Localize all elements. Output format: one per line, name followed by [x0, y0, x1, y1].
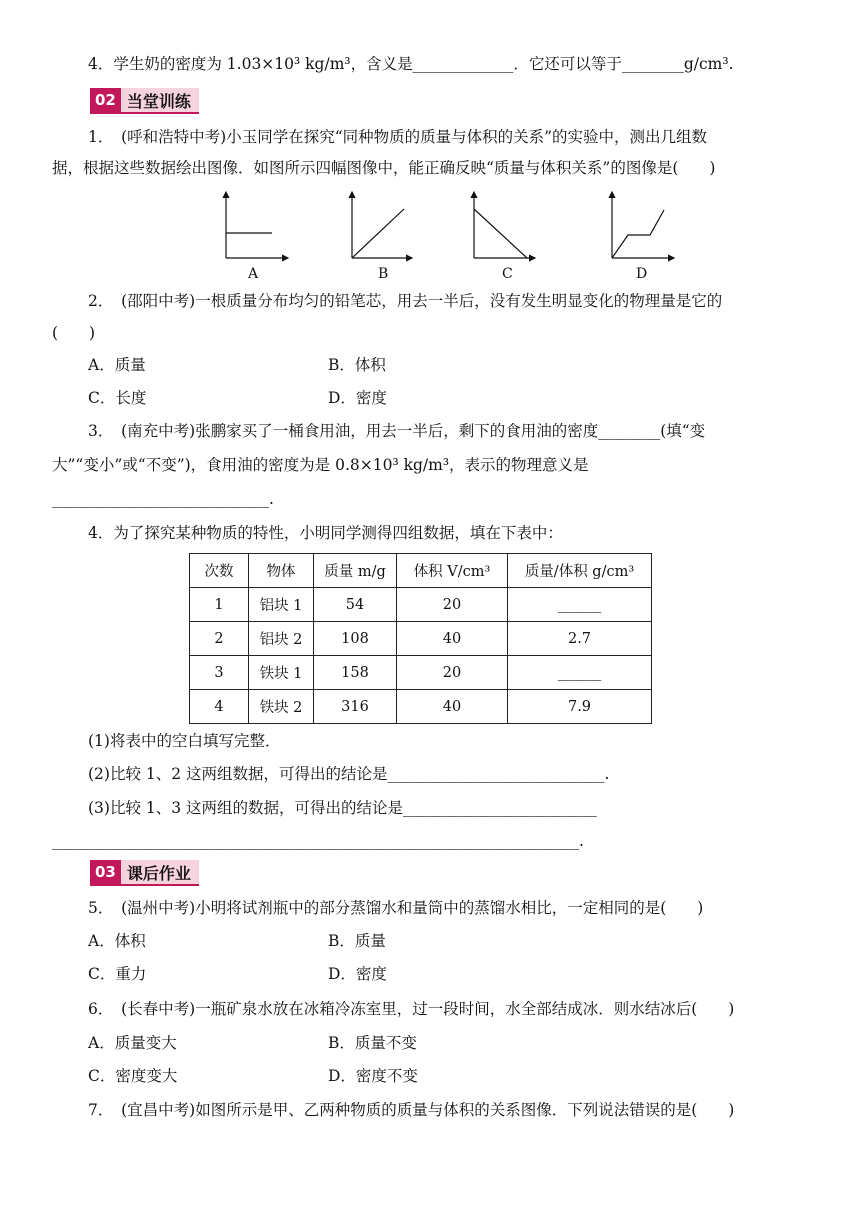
table-cell: 40	[397, 690, 508, 724]
question-6-line1: 6． (长春中考)一瓶矿泉水放在冰箱冷冻室里，过一段时间，水全部结成冰．则水结冰后( )	[88, 1000, 735, 1018]
table-row	[190, 656, 652, 690]
q5-option-b: B．质量	[328, 932, 386, 950]
table-cell: 2	[190, 622, 249, 656]
section-number: 03	[90, 860, 121, 884]
q6-option-a: A．质量变大	[88, 1034, 177, 1052]
table-cell: 铝块 1	[249, 588, 314, 622]
graph-label-a: A	[248, 266, 259, 282]
table-cell: 铁块 1	[249, 656, 314, 690]
table-row	[190, 622, 652, 656]
table-cell: ______	[508, 656, 652, 690]
table-cell: 3	[190, 656, 249, 690]
graph-c	[474, 192, 535, 258]
table-cell: 4	[190, 690, 249, 724]
section-title: 当堂训练	[126, 91, 191, 111]
table-header: 质量/体积 g/cm³	[508, 554, 652, 588]
table-cell: 铁块 2	[249, 690, 314, 724]
table-header: 次数	[190, 554, 249, 588]
section-title: 课后作业	[126, 863, 191, 883]
graph-options	[200, 186, 700, 286]
question-2-line1: 2． (邵阳中考)一根质量分布均匀的铅笔芯，用去一半后，没有发生明显变化的物理量是它的	[88, 292, 723, 310]
question-1-line1: 1． (呼和浩特中考)小玉同学在探究“同种物质的质量与体积的关系”的实验中，测出几组数	[88, 128, 708, 146]
table-header: 体积 V/cm³	[397, 554, 508, 588]
table-cell: 40	[397, 622, 508, 656]
graph-label-c: C	[502, 266, 513, 282]
graph-label-d: D	[636, 266, 648, 282]
table-header: 物体	[249, 554, 314, 588]
table-cell: 54	[314, 588, 397, 622]
q2-option-b: B．体积	[328, 356, 386, 374]
table-cell: 7.9	[508, 690, 652, 724]
table-cell: 108	[314, 622, 397, 656]
table-cell: 20	[397, 588, 508, 622]
table-cell: 1	[190, 588, 249, 622]
question-7-line1: 7． (宜昌中考)如图所示是甲、乙两种物质的质量与体积的关系图像．下列说法错误的是( )	[88, 1101, 735, 1119]
table-cell: 2.7	[508, 622, 652, 656]
section-header-practice	[90, 88, 199, 114]
q4-sub-2: (2)比较 1、2 这两组数据，可得出的结论是____________________________.	[88, 765, 610, 783]
question-4-intro: 4．为了探究某种物质的特性，小明同学测得四组数据，填在下表中：	[88, 524, 563, 542]
table-cell: 铝块 2	[249, 622, 314, 656]
q4-sub-3: (3)比较 1、3 这两组的数据，可得出的结论是_________________________	[88, 799, 597, 817]
question-2-line2: ( )	[52, 324, 96, 342]
table-cell: 158	[314, 656, 397, 690]
graph-d	[612, 192, 674, 258]
graph-label-b: B	[378, 266, 389, 282]
question-3-line2: 大”“变小”或“不变”)，食用油的密度为是 0.8×10³ kg/m³，表示的物理意义是	[52, 456, 589, 474]
q2-option-c: C．长度	[88, 389, 147, 407]
table-cell: 20	[397, 656, 508, 690]
question-3-line1: 3． (南充中考)张鹏家买了一桶食用油，用去一半后，剩下的食用油的密度________(填“变	[88, 422, 706, 440]
table-header: 质量 m/g	[314, 554, 397, 588]
q5-option-c: C．重力	[88, 965, 147, 983]
question-1-line2: 据，根据这些数据绘出图像．如图所示四幅图像中，能正确反映“质量与体积关系”的图像是( )	[52, 159, 716, 177]
table-row	[190, 690, 652, 724]
q5-option-d: D．密度	[328, 965, 387, 983]
data-table	[189, 553, 652, 724]
table-cell: 316	[314, 690, 397, 724]
table-row	[190, 588, 652, 622]
q6-option-d: D．密度不变	[328, 1067, 418, 1085]
q6-option-c: C．密度变大	[88, 1067, 178, 1085]
q5-option-a: A．体积	[88, 932, 146, 950]
question-3-line3: ____________________________.	[52, 490, 274, 508]
section-header-homework	[90, 860, 199, 886]
q4-sub-3-blank: ____________________________________________________________________.	[52, 832, 584, 850]
section-number: 02	[90, 88, 121, 112]
q6-option-b: B．质量不变	[328, 1034, 417, 1052]
table-header-row	[190, 554, 652, 588]
table-cell: ______	[508, 588, 652, 622]
q2-option-a: A．质量	[88, 356, 146, 374]
graph-a	[226, 192, 288, 258]
q4-sub-1: (1)将表中的空白填写完整．	[88, 732, 281, 750]
graph-b	[352, 192, 412, 258]
question-4-top: 4．学生奶的密度为 1.03×10³ kg/m³，含义是_____________．它还可以等于________g/cm³.	[88, 55, 734, 73]
question-5-line1: 5． (温州中考)小明将试剂瓶中的部分蒸馏水和量筒中的蒸馏水相比，一定相同的是( )	[88, 899, 704, 917]
q2-option-d: D．密度	[328, 389, 387, 407]
